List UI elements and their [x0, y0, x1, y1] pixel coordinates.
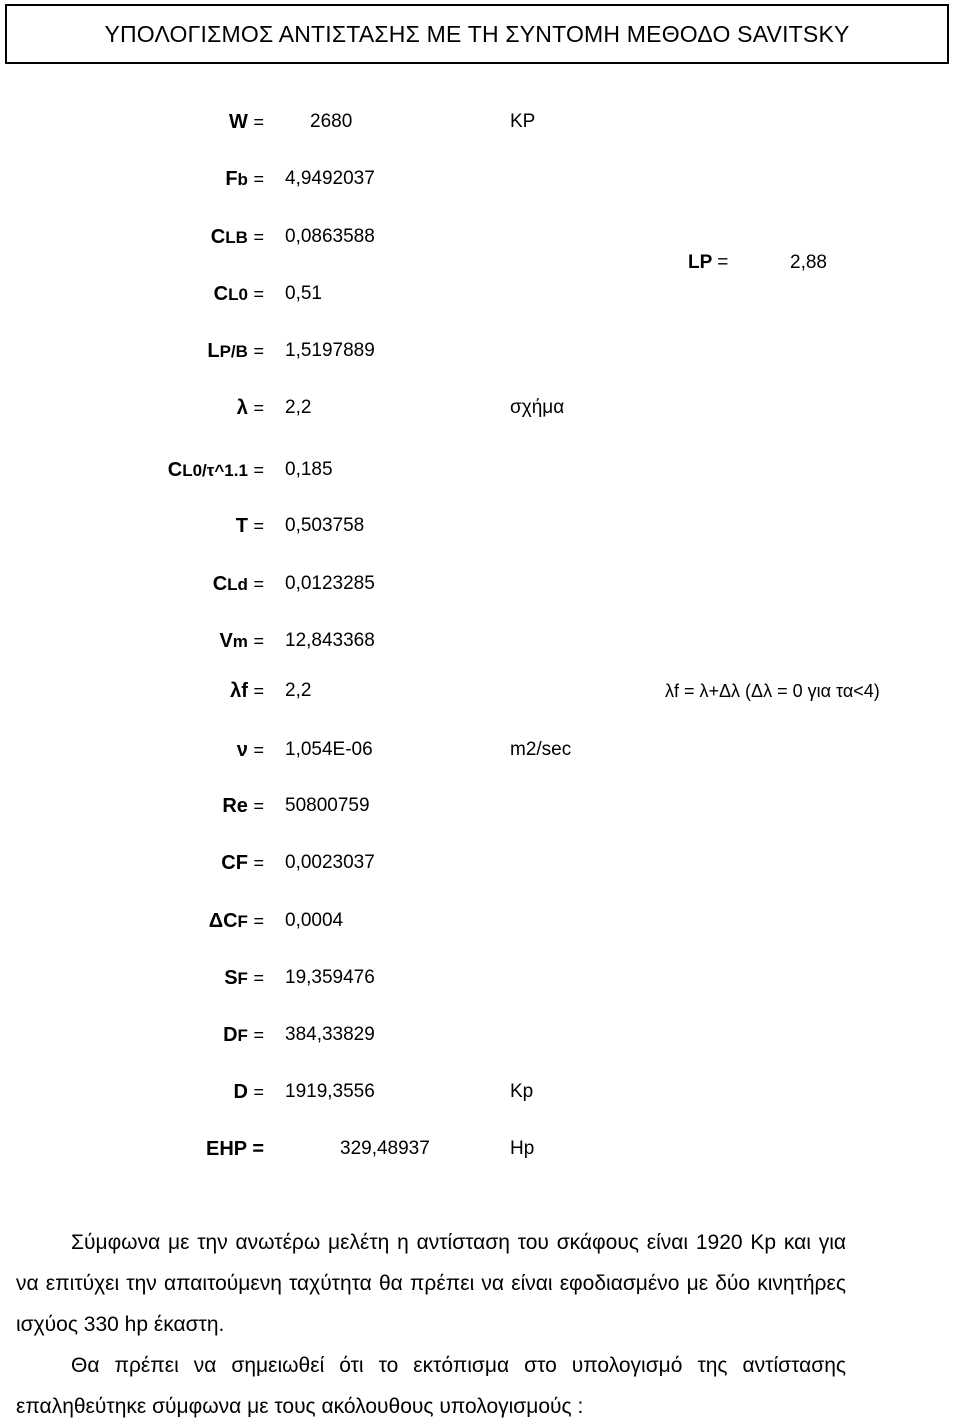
calc-row-subscript: P/B — [219, 342, 248, 361]
ehp-value: 329,48937 — [340, 1138, 430, 1159]
calc-row-value: 12,843368 — [285, 630, 375, 651]
calc-row-value: 384,33829 — [285, 1024, 375, 1045]
calc-row-equals: = — [253, 169, 264, 189]
calc-row-label — [209, 906, 264, 937]
calc-row-equals: = — [253, 631, 264, 651]
calc-row-value: 2680 — [310, 111, 353, 132]
calc-row-label — [221, 848, 264, 879]
calc-row — [0, 569, 960, 599]
calc-row-symbol: C — [167, 459, 183, 481]
calc-row-value: 0,0863588 — [285, 226, 375, 247]
ehp-unit: Hp — [510, 1138, 535, 1159]
calc-row-value: 0,185 — [285, 459, 333, 480]
calc-row-symbol: C — [213, 283, 229, 305]
calc-row-equals: = — [253, 1082, 264, 1102]
calc-row-label — [230, 676, 264, 707]
calc-row — [0, 626, 960, 656]
calc-row-unit: KP — [510, 111, 536, 132]
calc-row — [0, 963, 960, 993]
calc-row-subscript: Ld — [227, 575, 248, 594]
calc-row-label — [224, 963, 264, 994]
conclusion-paragraph — [16, 1222, 846, 1427]
calc-row — [0, 735, 960, 765]
calc-row-symbol: Re — [222, 795, 248, 817]
calc-row-symbol: λf — [230, 680, 248, 702]
calc-row-equals: = — [253, 796, 264, 816]
calc-row — [0, 1077, 960, 1107]
calc-row — [0, 336, 960, 366]
calc-row-value: 50800759 — [285, 795, 370, 816]
calc-row-symbol: ν — [236, 739, 248, 761]
calc-row-equals: = — [253, 284, 264, 304]
calc-row-symbol: T — [235, 515, 248, 537]
calc-row-value: 0,503758 — [285, 515, 365, 536]
calc-row-symbol: λ — [236, 397, 248, 419]
calc-row-equals: = — [253, 1025, 264, 1045]
lp-value: 2,88 — [790, 252, 827, 273]
calc-row-label — [237, 393, 264, 424]
calc-row-symbol: D — [223, 1024, 238, 1046]
calc-row-equals: = — [253, 227, 264, 247]
ehp-label: EHP = — [206, 1138, 264, 1160]
calc-row-subscript: m — [232, 632, 248, 651]
calc-row-label — [222, 791, 264, 822]
calc-row-label — [236, 511, 264, 542]
calc-row-equals: = — [253, 574, 264, 594]
calc-row — [0, 906, 960, 936]
calc-row-subscript: LB — [225, 228, 248, 247]
calc-row-label — [223, 1020, 264, 1051]
calc-row-label — [207, 336, 264, 367]
calc-row-unit: σχήμα — [510, 397, 565, 418]
calc-row — [0, 164, 960, 194]
calc-row-value: 0,0123285 — [285, 573, 375, 594]
calc-row-symbol: W — [229, 111, 248, 133]
calc-row-unit: Kp — [510, 1081, 534, 1102]
calc-row-label — [237, 735, 264, 766]
calc-row-label — [211, 222, 264, 253]
calc-row-unit: m2/sec — [510, 739, 572, 760]
calc-row-symbol: S — [224, 967, 238, 989]
calc-row-equals: = — [253, 911, 264, 931]
calc-row-equals: = — [253, 968, 264, 988]
calc-row-value: 0,51 — [285, 283, 322, 304]
calc-row — [0, 1020, 960, 1050]
calc-row-symbol: C — [210, 226, 226, 248]
calc-row-subscript: L0 — [228, 285, 248, 304]
calc-row-equals: = — [253, 460, 264, 480]
calc-row-equals: = — [253, 740, 264, 760]
ehp-row — [0, 1134, 960, 1164]
calc-row-subscript: F — [237, 912, 248, 931]
calc-row — [0, 455, 960, 485]
calc-row-subscript: F — [237, 969, 248, 988]
calc-row-value: 1,5197889 — [285, 340, 375, 361]
calc-row-value: 0,0023037 — [285, 852, 375, 873]
calc-row-value: 0,0004 — [285, 910, 344, 931]
calc-row-label — [229, 107, 264, 138]
paragraph-1: Σύμφωνα με την ανωτέρω μελέτη η αντίσταση του σκάφους είναι 1920 Kp και για να επιτύχει την απαιτούμενη ταχύτητα θα πρέπει να είναι εφοδιασμένο με δύο κινητήρες ισχύος 330 hp έκαστη. — [16, 1231, 846, 1336]
calc-row-subscript: b — [237, 170, 248, 189]
calc-row — [0, 279, 960, 309]
page-title: ΥΠΟΛΟΓΙΣΜΟΣ ΑΝΤΙΣΤΑΣΗΣ ΜΕ ΤΗ ΣΥΝΤΟΜΗ ΜΕΘΟΔΟ SAVITSKY — [104, 20, 850, 47]
calc-row-subscript: F — [237, 1026, 248, 1045]
lp-label-eq: = — [717, 252, 729, 273]
calc-row-symbol: CF — [221, 852, 248, 874]
calc-row-symbol: ΔC — [208, 910, 238, 932]
calc-row-value: 2,2 — [285, 680, 312, 701]
lp-label — [688, 248, 728, 278]
calc-row-equals: = — [253, 516, 264, 536]
calc-row — [0, 393, 960, 423]
calc-row-value: 19,359476 — [285, 967, 375, 988]
calc-row — [0, 848, 960, 878]
calc-row-label — [168, 455, 264, 486]
calc-row — [0, 791, 960, 821]
calc-row-equals: = — [253, 853, 264, 873]
calc-row-value: 2,2 — [285, 397, 312, 418]
calc-row-equals: = — [253, 112, 264, 132]
calc-row-equals: = — [253, 341, 264, 361]
lambda-f-note: λf = λ+Δλ (Δλ = 0 για τα<4) — [665, 681, 880, 701]
calc-row-label — [225, 164, 264, 195]
lp-label-text: LP — [688, 252, 712, 273]
calc-row — [0, 107, 960, 137]
calc-row-value: 1919,3556 — [285, 1081, 375, 1102]
page-title-box — [5, 4, 949, 64]
calc-row-symbol: D — [233, 1081, 248, 1103]
calc-row-symbol: F — [225, 168, 238, 190]
calc-row-symbol: C — [212, 573, 228, 595]
calc-row-equals: = — [253, 398, 264, 418]
calc-row-subscript: L0/τ^1.1 — [182, 461, 248, 480]
paragraph-2: Θα πρέπει να σημειωθεί ότι το εκτόπισμα στο υπολογισμό της αντίστασης επαληθεύτηκε σύμφωνα με τους ακόλουθους υπολογισμούς : — [16, 1354, 846, 1418]
calc-row-symbol: V — [219, 630, 233, 652]
calc-row-label — [213, 569, 264, 600]
calc-row-value: 1,054E-06 — [285, 739, 373, 760]
calc-row-symbol: L — [207, 340, 220, 362]
calc-row-equals: = — [253, 681, 264, 701]
calc-row — [0, 511, 960, 541]
calc-row-label — [233, 1077, 264, 1108]
calc-row-label — [219, 626, 264, 657]
calc-row-value: 4,9492037 — [285, 168, 375, 189]
calc-row-label — [214, 279, 264, 310]
